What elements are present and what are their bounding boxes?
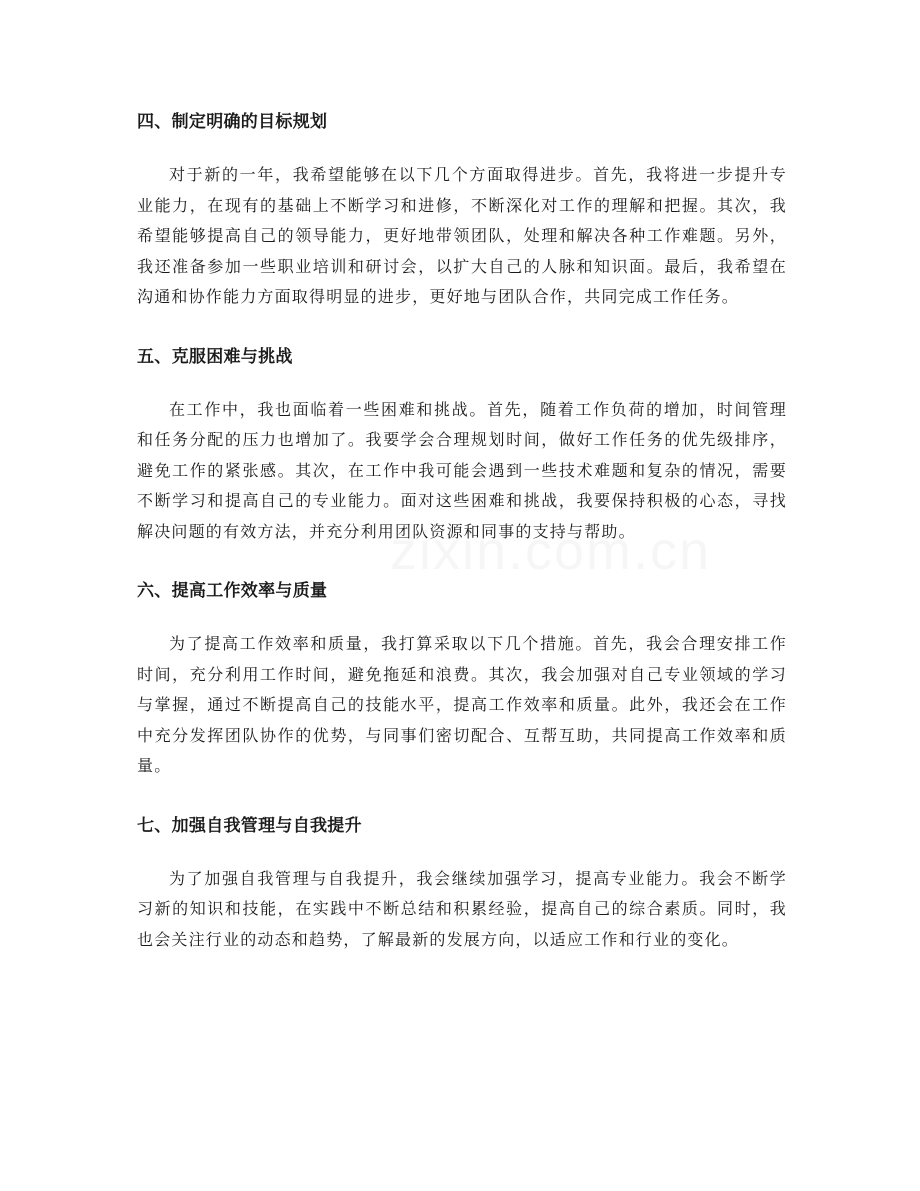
section-paragraph: 在工作中，我也面临着一些困难和挑战。首先，随着工作负荷的增加，时间管理和任务分配的压力也增加了。我要学会合理规划时间，做好工作任务的优先级排序，避免工作的紧张感。其次，在工作中我可能会遇到一些技术难题和复杂的情况，需要不断学习和提高自己的专业能力。面对这些困难和挑战，我要保持积极的心态，寻找解决问题的有效方法，并充分利用团队资源和同事的支持与帮助。 <box>137 399 787 541</box>
section-overcome-challenges <box>137 340 787 548</box>
section-paragraph: 对于新的一年，我希望能够在以下几个方面取得进步。首先，我将进一步提升专业能力，在现有的基础上不断学习和进修，不断深化对工作的理解和把握。其次，我希望能够提高自己的领导能力，更好地带领团队，处理和解决各种工作难题。另外，我还准备参加一些职业培训和研讨会，以扩大自己的人脉和知识面。最后，我希望在沟通和协作能力方面取得明显的进步，更好地与团队合作，共同完成工作任务。 <box>137 165 787 306</box>
section-self-management <box>137 809 787 956</box>
section-heading: 四、制定明确的目标规划 <box>137 112 328 132</box>
section-heading: 七、加强自我管理与自我提升 <box>137 815 362 836</box>
section-heading: 六、提高工作效率与质量 <box>137 581 328 601</box>
section-efficiency-quality <box>137 574 787 782</box>
section-paragraph: 为了加强自我管理与自我提升，我会继续加强学习，提高专业能力。我会不断学习新的知识和技能，在实践中不断总结和积累经验，提高自己的综合素质。同时，我也会关注行业的动态和趋势，了解最新的发展方向，以适应工作和行业的变化。 <box>137 868 787 949</box>
section-paragraph: 为了提高工作效率和质量，我打算采取以下几个措施。首先，我会合理安排工作时间，充分利用工作时间，避免拖延和浪费。其次，我会加强对自己专业领域的学习与掌握，通过不断提高自己的技能水平，提高工作效率和质量。此外，我还会在工作中充分发挥团队协作的优势，与同事们密切配合、互帮互助，共同提高工作效率和质量。 <box>137 634 787 775</box>
section-heading: 五、克服困难与挑战 <box>137 346 293 367</box>
document-content <box>137 105 787 982</box>
section-goal-planning <box>137 105 787 313</box>
